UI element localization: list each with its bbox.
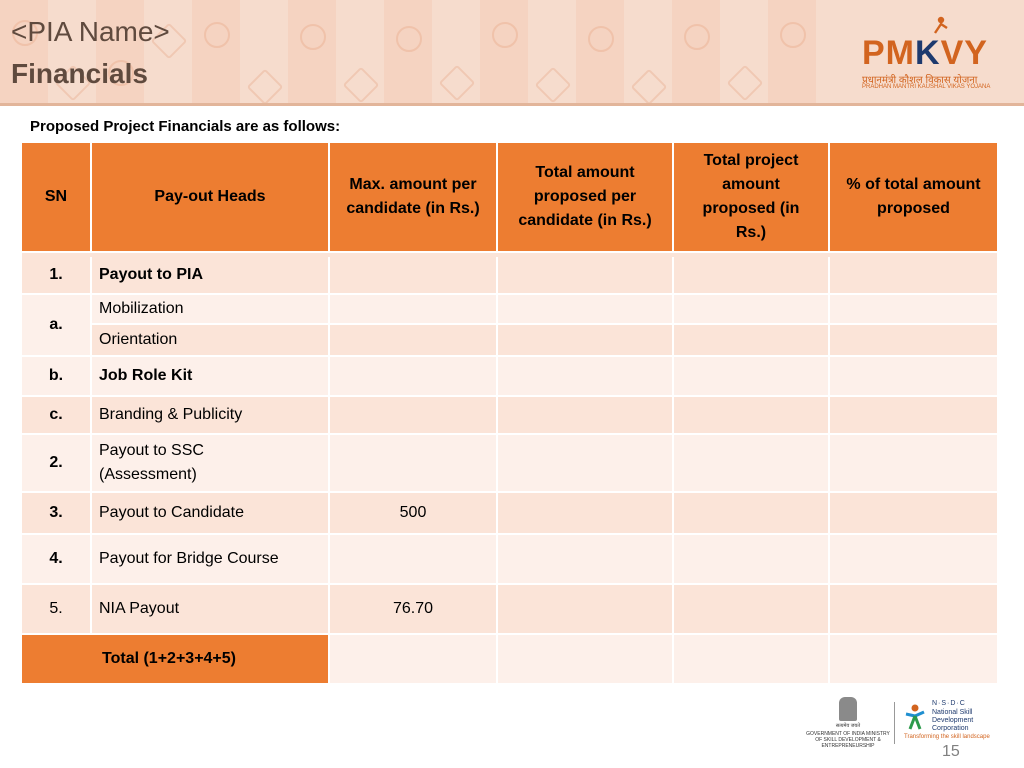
head-cell: Mobilization bbox=[92, 295, 328, 325]
header-band bbox=[0, 0, 1024, 103]
total-project-cell bbox=[674, 357, 828, 397]
percent-cell bbox=[830, 435, 997, 493]
table-row bbox=[22, 325, 997, 357]
total-per-candidate-cell bbox=[498, 325, 672, 357]
government-emblem-logo: सत्यमेव जयते GOVERNMENT OF INDIA MINISTRY OF SKILL DEVELOPMENT & ENTREPRENEURSHIP bbox=[806, 697, 890, 747]
pattern-tile bbox=[624, 0, 672, 103]
pattern-tile bbox=[768, 0, 816, 103]
percent-cell bbox=[830, 325, 997, 357]
total-per-candidate-cell bbox=[498, 257, 672, 295]
pattern-tile bbox=[432, 0, 480, 103]
max-amount-cell bbox=[330, 295, 496, 325]
logo-wordmark: PMKVY bbox=[862, 34, 988, 72]
financials-table bbox=[20, 143, 999, 685]
table-row bbox=[22, 295, 997, 325]
total-project-cell bbox=[674, 397, 828, 435]
total-per-candidate-cell bbox=[498, 585, 672, 635]
intro-text: Proposed Project Financials are as follows: bbox=[30, 118, 341, 135]
head-cell: Job Role Kit bbox=[92, 357, 328, 397]
sn-cell: c. bbox=[22, 397, 90, 435]
total-project-cell bbox=[674, 585, 828, 635]
percent-cell bbox=[830, 295, 997, 325]
total-label: Total (1+2+3+4+5) bbox=[22, 635, 328, 685]
total-project-cell bbox=[674, 635, 828, 685]
percent-cell bbox=[830, 493, 997, 535]
table-row bbox=[22, 585, 997, 635]
sn-cell: 3. bbox=[22, 493, 90, 535]
percent-cell bbox=[830, 635, 997, 685]
total-per-candidate-cell bbox=[498, 435, 672, 493]
column-header-total-project: Total project amount proposed (in Rs.) bbox=[674, 143, 828, 253]
pia-name: <PIA Name> bbox=[11, 16, 170, 47]
total-per-candidate-cell bbox=[498, 397, 672, 435]
head-cell: Orientation bbox=[92, 325, 328, 357]
pmkvy-logo bbox=[848, 12, 1008, 94]
sn-cell: a. bbox=[22, 295, 90, 357]
total-per-candidate-cell bbox=[498, 535, 672, 585]
table-row bbox=[22, 357, 997, 397]
table-row bbox=[22, 435, 997, 493]
lion-capital-icon bbox=[839, 697, 857, 721]
sn-cell: 1. bbox=[22, 257, 90, 295]
sn-cell: b. bbox=[22, 357, 90, 397]
total-project-cell bbox=[674, 295, 828, 325]
logo-subtitle-english: PRADHAN MANTRI KAUSHAL VIKAS YOJANA bbox=[862, 84, 991, 90]
percent-cell bbox=[830, 585, 997, 635]
nsdc-logo: N·S·D·C National Skill Development Corporation Transforming the skill landscape bbox=[904, 700, 990, 740]
total-per-candidate-cell bbox=[498, 635, 672, 685]
pattern-tile bbox=[576, 0, 624, 103]
page-number: 15 bbox=[942, 743, 960, 760]
max-amount-cell bbox=[330, 397, 496, 435]
head-cell: Payout to PIA bbox=[92, 257, 328, 295]
pattern-tile bbox=[336, 0, 384, 103]
max-amount-cell bbox=[330, 257, 496, 295]
pattern-tile bbox=[240, 0, 288, 103]
sn-cell: 2. bbox=[22, 435, 90, 493]
logo-subtitle-hindi: प्रधानमंत्री कौशल विकास योजना bbox=[862, 75, 978, 86]
table-row bbox=[22, 397, 997, 435]
pattern-tile bbox=[192, 0, 240, 103]
pattern-tile bbox=[720, 0, 768, 103]
max-amount-cell: 76.70 bbox=[330, 585, 496, 635]
total-row bbox=[22, 635, 997, 685]
pattern-tile bbox=[672, 0, 720, 103]
pattern-tile bbox=[528, 0, 576, 103]
head-cell: Branding & Publicity bbox=[92, 397, 328, 435]
total-project-cell bbox=[674, 493, 828, 535]
percent-cell bbox=[830, 357, 997, 397]
max-amount-cell bbox=[330, 357, 496, 397]
max-amount-cell bbox=[330, 535, 496, 585]
header-divider bbox=[0, 103, 1024, 106]
column-header-percent: % of total amount proposed bbox=[830, 143, 997, 253]
pattern-tile bbox=[480, 0, 528, 103]
total-per-candidate-cell bbox=[498, 295, 672, 325]
total-project-cell bbox=[674, 257, 828, 295]
total-per-candidate-cell bbox=[498, 357, 672, 397]
column-header-sn: SN bbox=[22, 143, 90, 253]
pattern-tile bbox=[384, 0, 432, 103]
person-icon bbox=[932, 16, 950, 34]
table-row bbox=[22, 257, 997, 295]
head-cell: NIA Payout bbox=[92, 585, 328, 635]
pattern-tile bbox=[288, 0, 336, 103]
head-cell: Payout to Candidate bbox=[92, 493, 328, 535]
total-project-cell bbox=[674, 435, 828, 493]
page-title: Financials bbox=[11, 58, 148, 89]
total-project-cell bbox=[674, 325, 828, 357]
footer-divider bbox=[894, 702, 895, 744]
max-amount-cell: 500 bbox=[330, 493, 496, 535]
column-header-total-per-candidate: Total amount proposed per candidate (in Rs.) bbox=[498, 143, 672, 253]
nsdc-figure-icon bbox=[904, 704, 926, 730]
head-cell: Payout to SSC (Assessment) bbox=[92, 435, 328, 493]
max-amount-cell bbox=[330, 635, 496, 685]
max-amount-cell bbox=[330, 435, 496, 493]
total-project-cell bbox=[674, 535, 828, 585]
percent-cell bbox=[830, 535, 997, 585]
max-amount-cell bbox=[330, 325, 496, 357]
sn-cell: 5. bbox=[22, 585, 90, 635]
table-row bbox=[22, 535, 997, 585]
table-header-row bbox=[22, 143, 997, 253]
head-cell: Payout for Bridge Course bbox=[92, 535, 328, 585]
column-header-max-amount: Max. amount per candidate (in Rs.) bbox=[330, 143, 496, 253]
percent-cell bbox=[830, 257, 997, 295]
sn-cell: 4. bbox=[22, 535, 90, 585]
column-header-payout-heads: Pay-out Heads bbox=[92, 143, 328, 253]
total-per-candidate-cell bbox=[498, 493, 672, 535]
table-row bbox=[22, 493, 997, 535]
percent-cell bbox=[830, 397, 997, 435]
